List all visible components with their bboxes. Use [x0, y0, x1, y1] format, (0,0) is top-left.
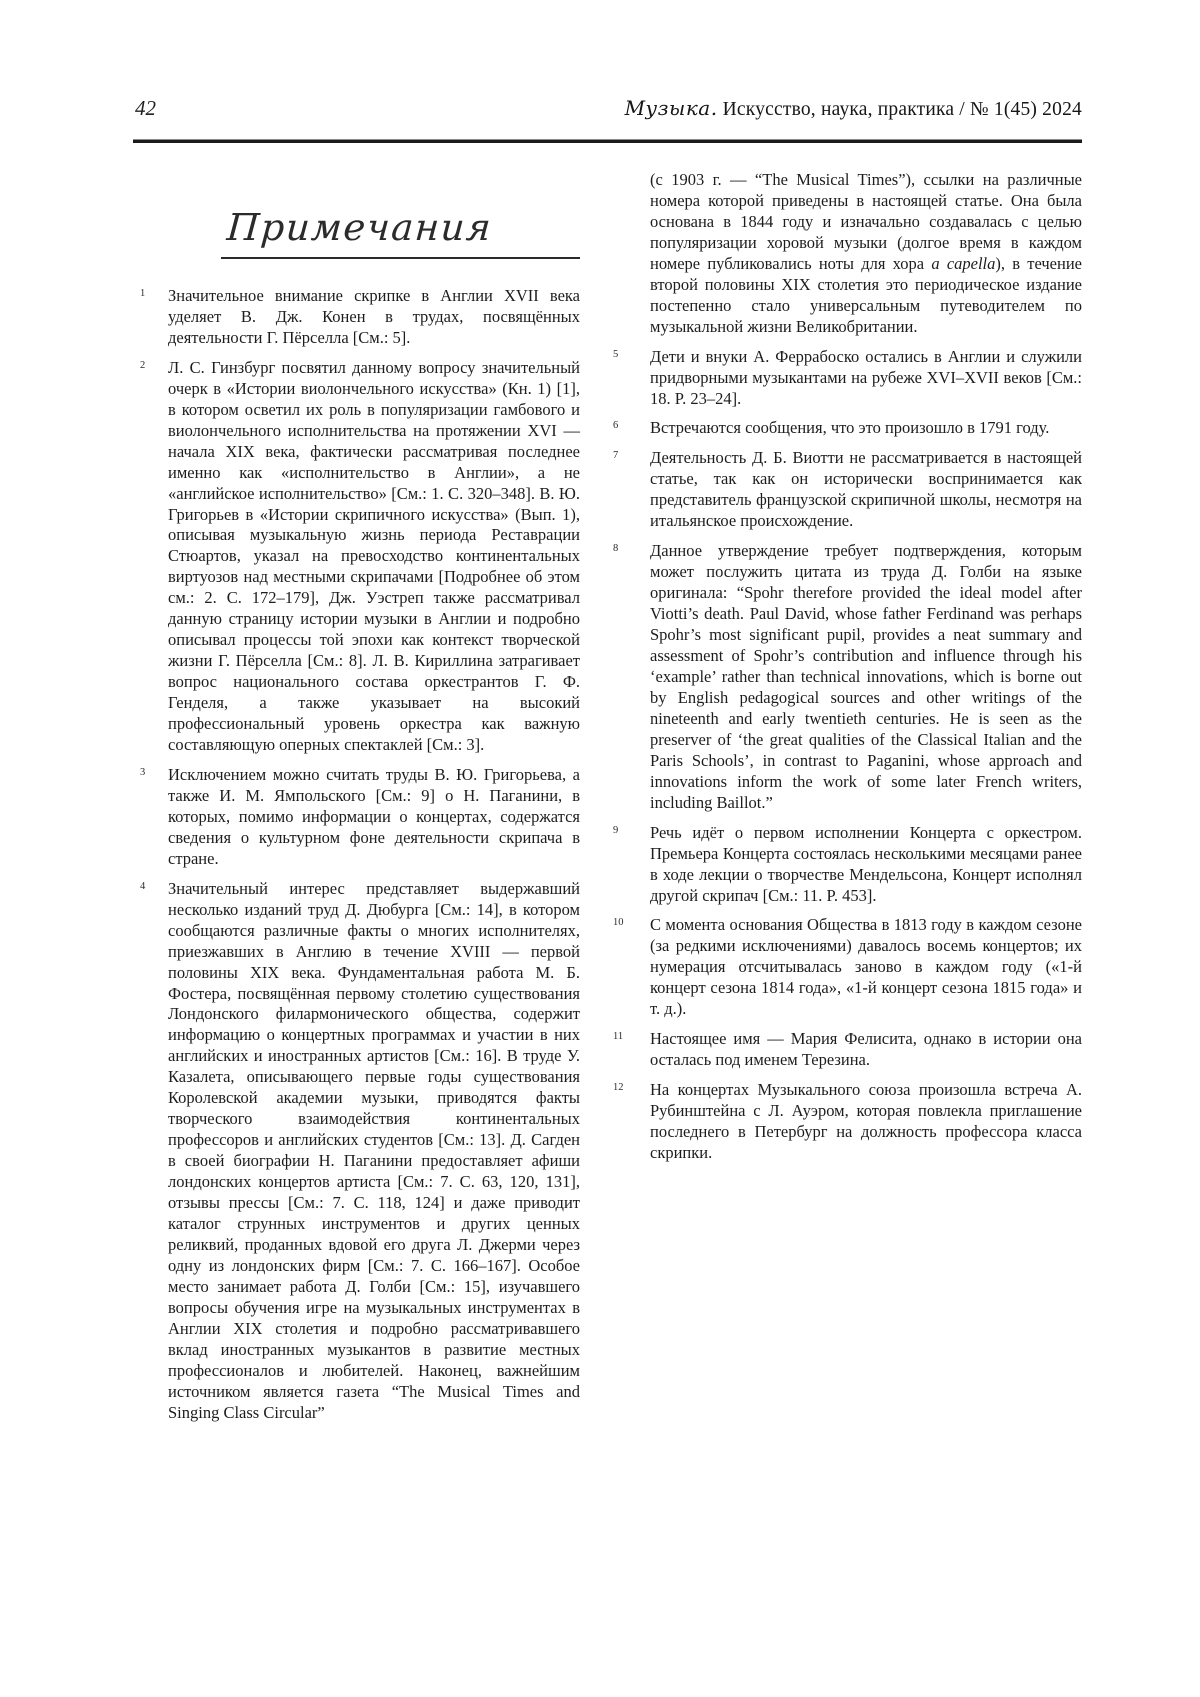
journal-name-script: Музыка. [624, 96, 718, 120]
note-continuation [650, 170, 1082, 338]
note-item [610, 1029, 1082, 1071]
note-number: 11 [613, 1031, 624, 1043]
note-text: Значительное внимание скрипке в Англии XVII века уделяет В. Дж. Конен в трудах, посвящённых деятельности Г. Пёрселла [См.: 5]. [168, 286, 580, 347]
left-column [135, 170, 580, 1433]
note-text: Речь идёт о первом исполнении Концерта с оркестром. Премьера Концерта состоялась несколькими месяцами ранее в ходе лекции о творчестве Мендельсона, Концерт исполнял другой скрипач [См.: 11. P. 453]. [650, 822, 1082, 905]
note-number: 12 [613, 1082, 624, 1094]
note-item [135, 286, 580, 349]
note-item [610, 823, 1082, 907]
note-text: Встречаются сообщения, что это произошло в 1791 году. [650, 418, 1050, 438]
note-number: 8 [613, 543, 619, 555]
note-text: Настоящее имя — Мария Фелисита, однако в истории она осталась под именем Терезина. [650, 1029, 1082, 1070]
notes-heading-block [221, 206, 580, 259]
journal-title [625, 96, 1082, 121]
note-item [610, 418, 1082, 439]
page-number: 42 [135, 96, 156, 120]
note-item [610, 1080, 1082, 1164]
note-item [610, 915, 1082, 1020]
note-text: Исключением можно считать труды В. Ю. Григорьева, а также И. М. Ямпольского [См.: 9] о Н. Паганини, в которых, помимо информации о концертах, содержатся сведения о культурном фоне деятельности скрипача в стране. [168, 764, 580, 868]
note-number: 9 [613, 824, 619, 836]
note-number: 2 [140, 359, 146, 371]
note-item [135, 358, 580, 756]
note-text: На концертах Музыкального союза произошла встреча А. Рубинштейна с Л. Ауэром, которая повлекла приглашение последнего в Петербург на должность профессора класса скрипки. [650, 1080, 1082, 1162]
note-text: Дети и внуки А. Феррабоско остались в Англии и служили придворными музыкантами на рубеже XVI–XVII веков [См.: 18. P. 23–24]. [650, 346, 1082, 408]
note-number: 4 [140, 880, 146, 892]
note-number: 3 [140, 766, 146, 778]
note-number: 7 [613, 450, 619, 462]
continuation-italic: a capella [931, 253, 996, 273]
note-number: 10 [613, 917, 624, 929]
notes-heading: Примечания [225, 206, 494, 249]
continuation-post: ), в течение второй половины XIX столетия это периодическое издание постепенно стало универсальным путеводителем по музыкальной жизни Великобритании. [650, 253, 1082, 336]
note-item [135, 879, 580, 1424]
note-text: Данное утверждение требует подтверждения, которым может послужить цитата из труда Д. Голби на языке оригинала: “Spohr therefore provided the ideal model after Viotti’s death. Paul David, whose father Ferdinand was perhaps Spohr’s most significant pupil, provides a neat summary and assessment of Spohr’s contribution and influence through his ‘example’ rather than technical innovations, which is borne out by English pedagogical sources and other writings of the nineteenth and early twentieth centuries. He is seen as the preserver of ‘the great qualities of the Classical Italian and the Paris Schools’, in contrast to Paganini, whose approach and innovations inform the work of some later French writers, including Baillot.” [650, 541, 1082, 812]
continuation-pre: (с 1903 г. — “The Musical Times”), ссылки на различные номера которой приведены в настоящей статье. Она была основана в 1844 году и изначально создавалась с целью популяризации хоровой музыки (долгое время в каждом номере публиковались ноты для хора [650, 170, 1082, 273]
note-text: Л. С. Гинзбург посвятил данному вопросу значительный очерк в «Истории виолончельного искусства» (Кн. 1) [1], в котором осветил их роль в популяризации гамбового и виолончельного исполнительства на протяжении XVI — начала XIX века, фактически рассматривая последнее именно как «исполнительство в Англии», а не «английское исполнительство» [См.: 1. С. 320–348]. В. Ю. Григорьев в «Истории скрипичного искусства» (Вып. 1), описывая музыкальную жизнь периода Реставрации Стюартов, указал на превосходство континентальных виртуозов над местными скрипачами [Подробнее об этом см.: 2. С. 172–179], Дж. Уэстреп также рассматривал данную страницу истории музыки в Англии и подробно описывал процессы той эпохи как контекст творческой жизни Г. Пёрселла [См.: 8]. Л. В. Кириллина затрагивает вопрос национального состава оркестрантов Г. Ф. Генделя, а также указывает на высокий профессиональный уровень оркестра как важную составляющую оперных спектаклей [См.: 3]. [168, 357, 580, 755]
note-number: 6 [613, 420, 619, 432]
note-number: 5 [613, 348, 619, 360]
note-number: 1 [140, 288, 146, 299]
page-header [135, 96, 1082, 121]
note-item [135, 765, 580, 870]
journal-title-rest: Искусство, наука, практика / № 1(45) 2024 [717, 99, 1082, 120]
note-text: Значительный интерес представляет выдержавший несколько изданий труд Д. Дюбурга [См.: 14], в котором сообщаются различные факты о многих исполнителях, приезжавших в Англию в течение XVIII — первой половины XIX века. Фундаментальная работа М. Б. Фостера, посвящённая первому столетию существования Лондонского филармонического общества, содержит информацию о концертных программах и участии в них английских и иностранных артистов [См.: 16]. В труде У. Казалета, описывающего первые годы существования Королевской академии музыки, приводятся факты творческого взаимодействия континентальных профессоров и английских студентов [См.: 13]. Д. Сагден в своей биографии Н. Паганини предоставляет афиши лондонских концертов артиста [См.: 7. С. 63, 120, 131], отзывы прессы [См.: 7. С. 118, 124] и даже приводит каталог струнных инструментов и других ценных реликвий, проданных вдовой его друга Л. Джерми через одну из лондонских фирм [См.: 7. С. 166–167]. Особое место занимает работа Д. Голби [См.: 15], изучавшего вопросы обучения игре на музыкальных инструментах в Англии XIX столетия и подробно рассматривавшего вклад иностранных музыкантов в развитие местных профессионалов и любителей. Наконец, важнейшим источником является газета “The Musical Times and Singing Class Circular” [168, 878, 580, 1422]
note-text: Деятельность Д. Б. Виотти не рассматривается в настоящей статье, так как он исторически воспринимается как представитель французской скрипичной школы, несмотря на итальянское происхождение. [650, 448, 1082, 531]
note-text: С момента основания Общества в 1813 году в каждом сезоне (за редкими исключениями) давалось восемь концертов; их нумерация отсчитывалась заново в каждом году («1-й концерт сезона 1814 года», «1-й концерт сезона 1815 года» и т. д.). [650, 915, 1082, 1019]
note-item [610, 347, 1082, 410]
right-column [610, 170, 1082, 1173]
note-item [610, 448, 1082, 532]
notes-columns [135, 170, 1082, 1433]
header-rule [133, 139, 1082, 143]
note-item [610, 541, 1082, 813]
